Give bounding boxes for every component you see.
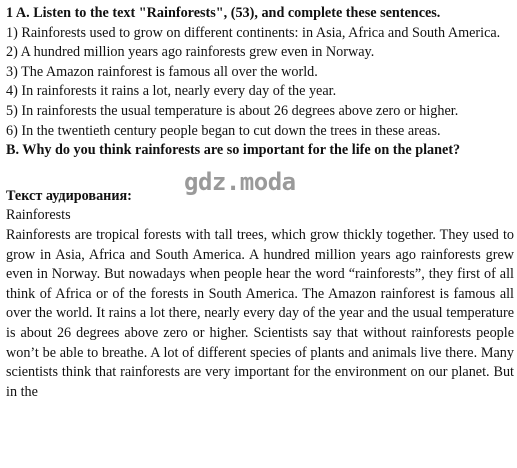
transcript-body: Rainforests are tropical forests with tall trees, which grow thickly together. They used to grow in Asia, Africa and South America. A hundred million years ago rainforests grew even in Norway. But nowadays when people hear the word “rainforests”, they first of all think of Africa or of the forests in South America. The Amazon rainforest is famous all over the world. It rains a lot there, nearly every day of the year and the usual temperature is about 26 degrees above zero or higher. Scientists say that without rainforests people won’t be able to breathe. A lot of different species of plants and animals live there. Many scientists think that rainforests are very important for the environment on our planet. But in the bbox=[6, 226, 514, 400]
site-watermark: gdz.moda bbox=[184, 167, 296, 196]
document-page bbox=[6, 4, 514, 402]
transcript-title: Rainforests bbox=[6, 207, 71, 224]
task-a-sentence-6: 6) In the twentieth century people began to cut down the trees in these areas. bbox=[6, 122, 441, 139]
task-a-sentence-4: 4) In rainforests it rains a lot, nearly every day of the year. bbox=[6, 83, 337, 100]
task-a-sentence-3: 3) The Amazon rainforest is famous all over the world. bbox=[6, 63, 318, 80]
task-a-sentence-5: 5) In rainforests the usual temperature is about 26 degrees above zero or higher. bbox=[6, 102, 459, 119]
task-a-sentence-list bbox=[6, 24, 514, 142]
task-b-heading: B. Why do you think rainforests are so important for the life on the planet? bbox=[6, 142, 461, 159]
transcript-label: Текст аудирования: bbox=[6, 187, 132, 204]
transcript-label-row bbox=[6, 167, 514, 207]
task-a-heading: 1 A. Listen to the text "Rainforests", (53), and complete these sentences. bbox=[6, 5, 441, 21]
task-a-sentence-1: 1) Rainforests used to grow on different continents: in Asia, Africa and South America. bbox=[6, 24, 501, 41]
task-a-sentence-2: 2) A hundred million years ago rainforests grew even in Norway. bbox=[6, 44, 375, 61]
